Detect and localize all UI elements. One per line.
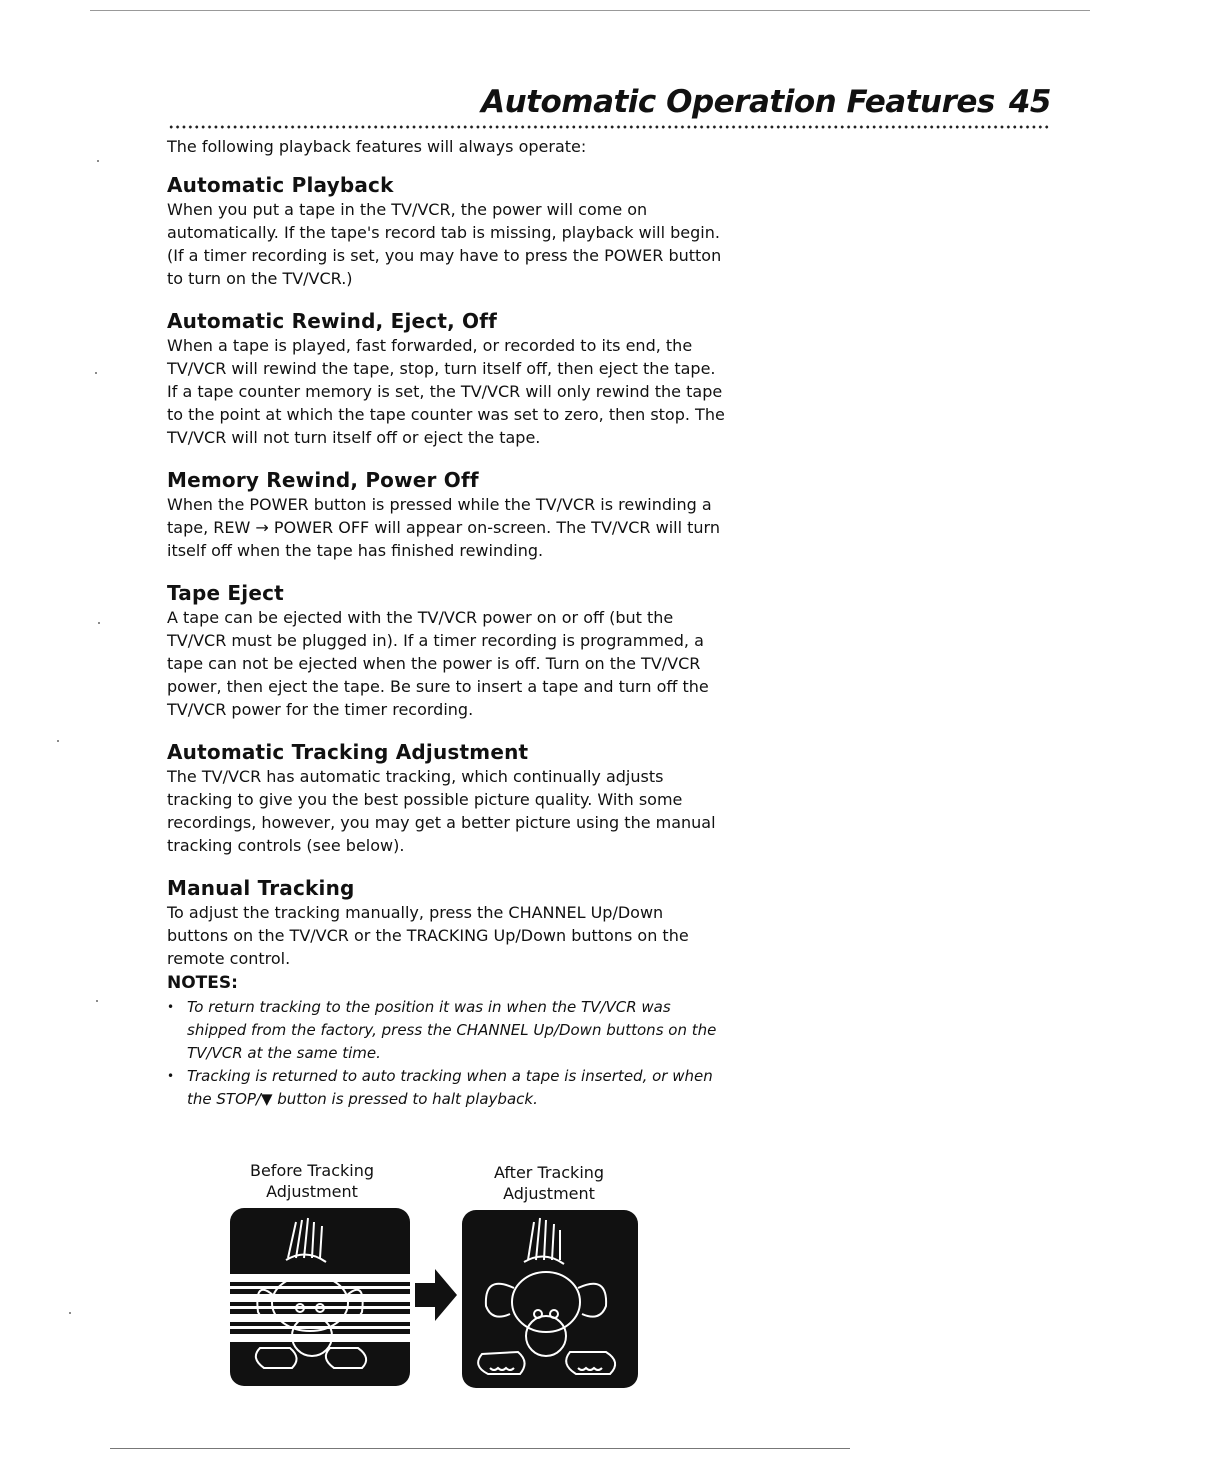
section-automatic-rewind (167, 308, 727, 449)
dotted-rule (168, 124, 1050, 130)
section-manual-tracking (167, 875, 727, 970)
section-automatic-playback (167, 172, 727, 290)
section-heading: Tape Eject (167, 581, 284, 605)
after-caption-line1: After Tracking (493, 1163, 605, 1182)
after-caption-line2: Adjustment (503, 1184, 595, 1203)
section-body: The TV/VCR has automatic tracking, which continually adjusts tracking to give you the best possible picture quality. With some recordings, however, you may get a better picture using the manual tracking controls (see below). (167, 767, 716, 855)
section-body: When a tape is played, fast forwarded, or recorded to its end, the TV/VCR will rewind the tape, stop, turn itself off, then eject the tape. If a tape counter memory is set, the TV/VCR will only rewind the tape to the point at which the tape counter was set to zero, then stop. The TV/VCR will not turn itself off or eject the tape. (167, 336, 725, 447)
section-body: A tape can be ejected with the TV/VCR power on or off (but the TV/VCR must be plugged in). If a timer recording is programmed, a tape can not be ejected when the power is off. Turn on the TV/VCR power, then eject the tape. Be sure to insert a tape and turn off the TV/VCR power for the timer recording. (167, 608, 709, 719)
intro-text: The following playback features will always operate: (167, 137, 587, 156)
scan-bottom-edge (110, 1448, 850, 1449)
scan-speck (96, 1000, 98, 1002)
scan-speck (57, 740, 59, 742)
page-number: 45 (1008, 84, 1051, 120)
dog-picture-noisy (230, 1208, 410, 1386)
arrow-right-icon (413, 1267, 459, 1327)
section-body: When the POWER button is pressed while the TV/VCR is rewinding a tape, REW → POWER OFF will appear on-screen. The TV/VCR will turn itself off when the tape has finished rewinding. (167, 495, 720, 560)
scan-speck (97, 160, 99, 162)
section-memory-rewind (167, 467, 727, 562)
before-caption-line2: Adjustment (266, 1182, 358, 1201)
main-content (167, 135, 727, 1129)
before-caption-line1: Before Tracking (249, 1161, 374, 1180)
note-item: • To return tracking to the position it was in when the TV/VCR was shipped from the factory, press the CHANNEL Up/Down buttons on the TV/VCR at the same time. (167, 996, 727, 1065)
notes-heading: NOTES: (167, 973, 238, 993)
section-automatic-tracking (167, 739, 727, 857)
dog-picture-clear (462, 1210, 638, 1388)
before-tracking-screen (230, 1208, 410, 1386)
before-caption (202, 1160, 422, 1202)
section-body: When you put a tape in the TV/VCR, the power will come on automatically. If the tape's record tab is missing, playback will begin. (If a timer recording is set, you may have to press the POWER button to turn on the TV/VCR.) (167, 200, 722, 288)
section-body: To adjust the tracking manually, press the CHANNEL Up/Down buttons on the TV/VCR or the TRACKING Up/Down buttons on the remote control. (167, 903, 689, 968)
scan-speck (95, 372, 97, 374)
note-item: • Tracking is returned to auto tracking when a tape is inserted, or when the STOP/▼ button is pressed to halt playback. (167, 1065, 727, 1111)
scan-speck (98, 622, 100, 624)
page-header (481, 84, 1051, 120)
scan-speck (69, 1312, 71, 1314)
section-heading: Memory Rewind, Power Off (167, 468, 479, 492)
section-tape-eject (167, 580, 727, 721)
page-title: Automatic Operation Features (481, 84, 995, 120)
section-heading: Automatic Tracking Adjustment (167, 740, 529, 764)
after-caption (439, 1162, 659, 1204)
section-heading: Automatic Rewind, Eject, Off (167, 309, 498, 333)
scan-top-edge (90, 10, 1090, 11)
section-heading: Manual Tracking (167, 876, 355, 900)
section-heading: Automatic Playback (167, 173, 394, 197)
after-tracking-screen (462, 1210, 638, 1388)
notes-list (167, 996, 727, 1111)
